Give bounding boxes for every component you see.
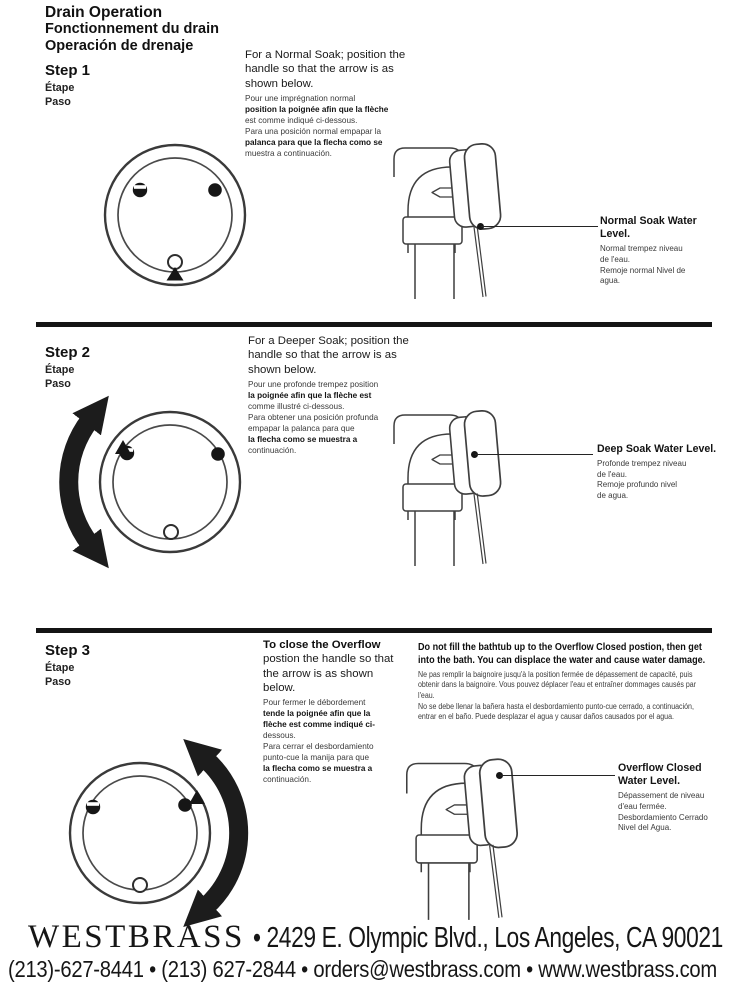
callout-es: de agua. — [597, 490, 629, 500]
warning-text — [418, 641, 745, 723]
section-divider — [36, 322, 712, 327]
warning-es: entrar en el baño. Puede desplazar el agua y causar daños causados por el agua. — [418, 712, 674, 722]
callout-deep-soak — [597, 443, 719, 501]
warning-en: Do not fill the bathtub up to the Overflow Closed postion, then get — [418, 642, 702, 653]
callout-normal-soak — [600, 215, 722, 287]
callout-es: agua. — [600, 276, 621, 286]
dial-illustration-step2 — [46, 390, 262, 578]
step-2-title: Step 2 — [45, 344, 91, 361]
rotation-arrow-icon — [69, 420, 90, 544]
screw-dot-icon — [178, 798, 192, 812]
step-2-instruction-fr: comme illustré ci-dessous. — [248, 402, 345, 412]
step-3-instruction-fr: flèche est comme indiqué ci- — [263, 720, 375, 730]
step-2-instruction-es: Para obtener una posición profunda — [248, 413, 379, 423]
page-title — [45, 4, 219, 55]
title-spanish: Operación de drenaje — [45, 38, 194, 55]
step-3-instruction-es: continuación. — [263, 775, 312, 785]
dial-illustration-step1 — [100, 140, 250, 290]
footer-address: • 2429 E. Olympic Blvd., Los Angeles, CA 90021 — [252, 922, 723, 954]
callout-title: Overflow Closed Water Level. — [618, 762, 702, 788]
warning-fr: Ne pas remplir la baignoire jusqu'à la position fermée de dépassement de capacité, puis — [418, 669, 693, 679]
section-divider — [36, 628, 712, 633]
step-2-instruction-es: la flecha como se muestra a — [248, 435, 358, 444]
leader-line — [481, 226, 598, 227]
footer-line1 — [28, 919, 748, 956]
callout-title: Deep Soak Water Level. — [597, 443, 717, 455]
title-english: Drain Operation — [45, 4, 163, 21]
screw-dot-icon — [211, 447, 225, 461]
step-2-instruction-es: continuación. — [248, 445, 297, 455]
leader-line — [475, 454, 593, 455]
step-2-title-es: Paso — [45, 378, 71, 391]
warning-fr: l'eau. — [418, 691, 435, 700]
step-1-instruction-en: For a Normal Soak; position the handle so that the arrow is as shown below. — [245, 49, 406, 90]
screw-dot-icon — [208, 183, 222, 197]
step-3-title-es: Paso — [45, 676, 71, 689]
step-2-instruction-fr: la poignée afin que la flèche est — [248, 391, 372, 401]
step-1-title: Step 1 — [45, 62, 91, 79]
warning-es: No se debe llenar la bañera hasta el desbordamiento punto-cue cerrado, a continuación, — [418, 701, 694, 711]
callout-fr: Normal trempez niveau — [600, 244, 683, 254]
callout-es: Remoje profundo nivel — [597, 480, 678, 490]
step-1-label — [45, 62, 90, 109]
step-1-title-fr: Étape — [45, 82, 75, 95]
step-1-instruction-es: palanca para que la flecha como se — [245, 138, 383, 148]
callout-fr: Profonde trempez niveau — [597, 459, 687, 469]
step-3-instruction-es: punto-cue la manija para que — [263, 753, 370, 763]
title-french: Fonctionnement du drain — [45, 21, 219, 38]
step-3-instruction-es: la flecha como se muestra a — [263, 764, 373, 774]
callout-fr: de l'eau. — [600, 255, 630, 265]
callout-title: Normal Soak Water Level. — [600, 215, 697, 241]
step-3-instruction-es: Para cerrar el desbordamiento — [263, 742, 374, 752]
brand-logo: WESTBRASS — [28, 919, 245, 955]
footer-contact: (213)-627-8441 • (213) 627-2844 • orders@westbrass.com • www.westbrass.com — [8, 956, 717, 982]
step-2-label — [45, 344, 90, 391]
callout-fr: d'eau fermée. — [618, 802, 667, 812]
step-3-label — [45, 642, 90, 689]
drain-hole-icon — [164, 525, 178, 539]
overflow-drain-illustration-step2 — [378, 400, 508, 570]
step-2-instruction-en: For a Deeper Soak; position the handle so that the arrow is as shown below. — [248, 335, 409, 376]
callout-overflow-closed — [618, 762, 740, 834]
step-1-instruction-es: Para una posición normal empapar la — [245, 127, 382, 137]
step-1-instruction-fr: Pour une imprégnation normal — [245, 94, 356, 104]
step-2-title-fr: Étape — [45, 364, 75, 377]
overflow-drain-illustration-step1 — [378, 133, 508, 303]
callout-es: Remoje normal Nivel de — [600, 265, 686, 275]
callout-fr: de l'eau. — [597, 469, 627, 479]
step-3-instruction-fr: dessous. — [263, 731, 296, 741]
step-2-instruction-fr: Pour une profonde trempez position — [248, 380, 379, 390]
step-3-instruction-en-bold: To close the Overflow — [263, 639, 381, 651]
slotted-screw-icon — [86, 800, 100, 814]
slotted-screw-icon — [133, 183, 147, 197]
step-3-title-fr: Étape — [45, 662, 75, 675]
callout-es: Nivel del Agua. — [618, 823, 672, 833]
step-3-instruction-en: To close the Overflow postion the handle so that the arrow is as shown below. — [263, 639, 394, 695]
leader-line — [500, 775, 615, 776]
step-2-instruction-es: empapar la palanca para que — [248, 424, 355, 434]
drain-hole-icon — [133, 878, 147, 892]
step-1-instruction-fr: est comme indiqué ci-dessous. — [245, 116, 358, 126]
step-1-instruction-fr: position la poignée afin que la flèche — [245, 105, 389, 115]
step-3-instruction-fr: Pour fermer le débordement — [263, 698, 366, 708]
callout-es: Desbordamiento Cerrado — [618, 812, 708, 822]
warning-en: into the bath. You can displace the water and cause water damage. — [418, 655, 706, 667]
step-3-instruction-fr: tende la poignée afin que la — [263, 709, 371, 719]
dial-illustration-step3 — [58, 748, 284, 934]
warning-fr: obtenir dans la baignoire. Vous pouvez déplacer l'eau et entraîner dommages causés par — [418, 680, 697, 690]
step-1-title-es: Paso — [45, 96, 71, 109]
drain-hole-icon — [168, 255, 182, 269]
step-3-title: Step 3 — [45, 642, 91, 659]
step-1-instruction-es: muestra a continuación. — [245, 149, 332, 158]
callout-fr: Dépassement de niveau — [618, 791, 705, 801]
